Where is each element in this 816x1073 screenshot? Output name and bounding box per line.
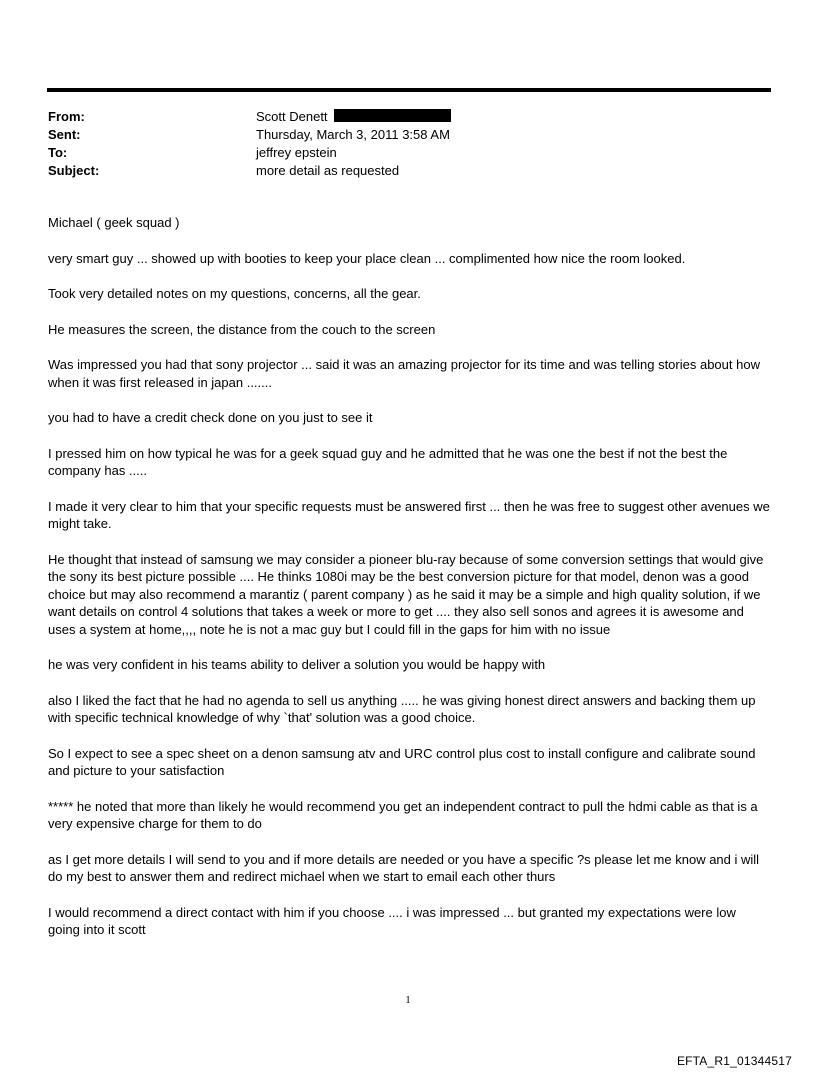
subject-label: Subject:	[48, 163, 100, 178]
body-paragraph: as I get more details I will send to you and if more details are needed or you have a specific ?s please let me know and i will do my best to answer them and redirect michael when we start to email each other thurs	[48, 851, 760, 884]
body-paragraph: He measures the screen, the distance from the couch to the screen	[48, 321, 436, 337]
body-paragraph: Took very detailed notes on my questions, concerns, all the gear.	[48, 286, 421, 301]
sent-label: Sent:	[48, 127, 81, 142]
from-value-container	[256, 108, 768, 126]
to-row	[48, 144, 768, 162]
email-header	[48, 108, 768, 180]
body-paragraph: ***** he noted that more than likely he would recommend you get an independent contract to pull the hdmi cable as that is a very expensive charge for them to do	[48, 798, 758, 831]
sent-row	[48, 126, 768, 144]
document-id: EFTA_R1_01344517	[676, 1054, 792, 1068]
body-paragraph: He thought that instead of samsung we may consider a pioneer blu-ray because of some conversion settings that would give the sony its best picture possible .... He thinks 1080i may be the best conversion picture for that model, denon was a good choice but may also recommend a marantiz ( parent company ) as he said it may be a simple and high quality solution, if we want details on control 4 solutions that takes a week or more to get .... they also sell sonos and agrees it is awesome and uses a system at home,,,, note he is not a mac guy but I could fill in the gaps for him with no issue	[48, 551, 764, 637]
redaction-block	[334, 109, 451, 122]
body-paragraph: you had to have a credit check done on you just to see it	[48, 410, 373, 425]
body-paragraph: also I liked the fact that he had no agenda to sell us anything ..... he was giving honest direct answers and backing them up with specific technical knowledge of why `that' solution was a good choice.	[48, 692, 756, 725]
body-paragraph: Was impressed you had that sony projector ... said it was an amazing projector for its time and was telling stories about how when it was first released in japan .......	[48, 357, 760, 390]
body-paragraph: very smart guy ... showed up with booties to keep your place clean ... complimented how nice the room looked.	[48, 250, 686, 266]
body-paragraph: Michael ( geek squad )	[48, 215, 180, 230]
subject-value: more detail as requested	[256, 163, 400, 178]
from-value: Scott Denett	[256, 109, 328, 124]
body-paragraph: he was very confident in his teams ability to deliver a solution you would be happy with	[48, 657, 546, 672]
body-paragraph: So I expect to see a spec sheet on a denon samsung atv and URC control plus cost to install configure and calibrate sound and picture to your satisfaction	[48, 745, 756, 778]
from-row	[48, 108, 768, 126]
body-paragraph: I pressed him on how typical he was for a geek squad guy and he admitted that he was one the best if not the best the company has .....	[48, 445, 728, 478]
body-paragraph: I would recommend a direct contact with him if you choose .... i was impressed ... but granted my expectations were low going into it scott	[48, 904, 736, 937]
to-value: jeffrey epstein	[256, 145, 337, 160]
body-paragraph: I made it very clear to him that your specific requests must be answered first ... then he was free to suggest other avenues we might take.	[48, 498, 770, 531]
header-divider	[47, 88, 771, 92]
email-body	[48, 214, 770, 957]
to-label: To:	[48, 145, 68, 160]
page-number: 1	[405, 994, 411, 1006]
sent-value: Thursday, March 3, 2011 3:58 AM	[256, 127, 450, 142]
subject-row	[48, 162, 768, 180]
from-label: From:	[48, 109, 85, 124]
